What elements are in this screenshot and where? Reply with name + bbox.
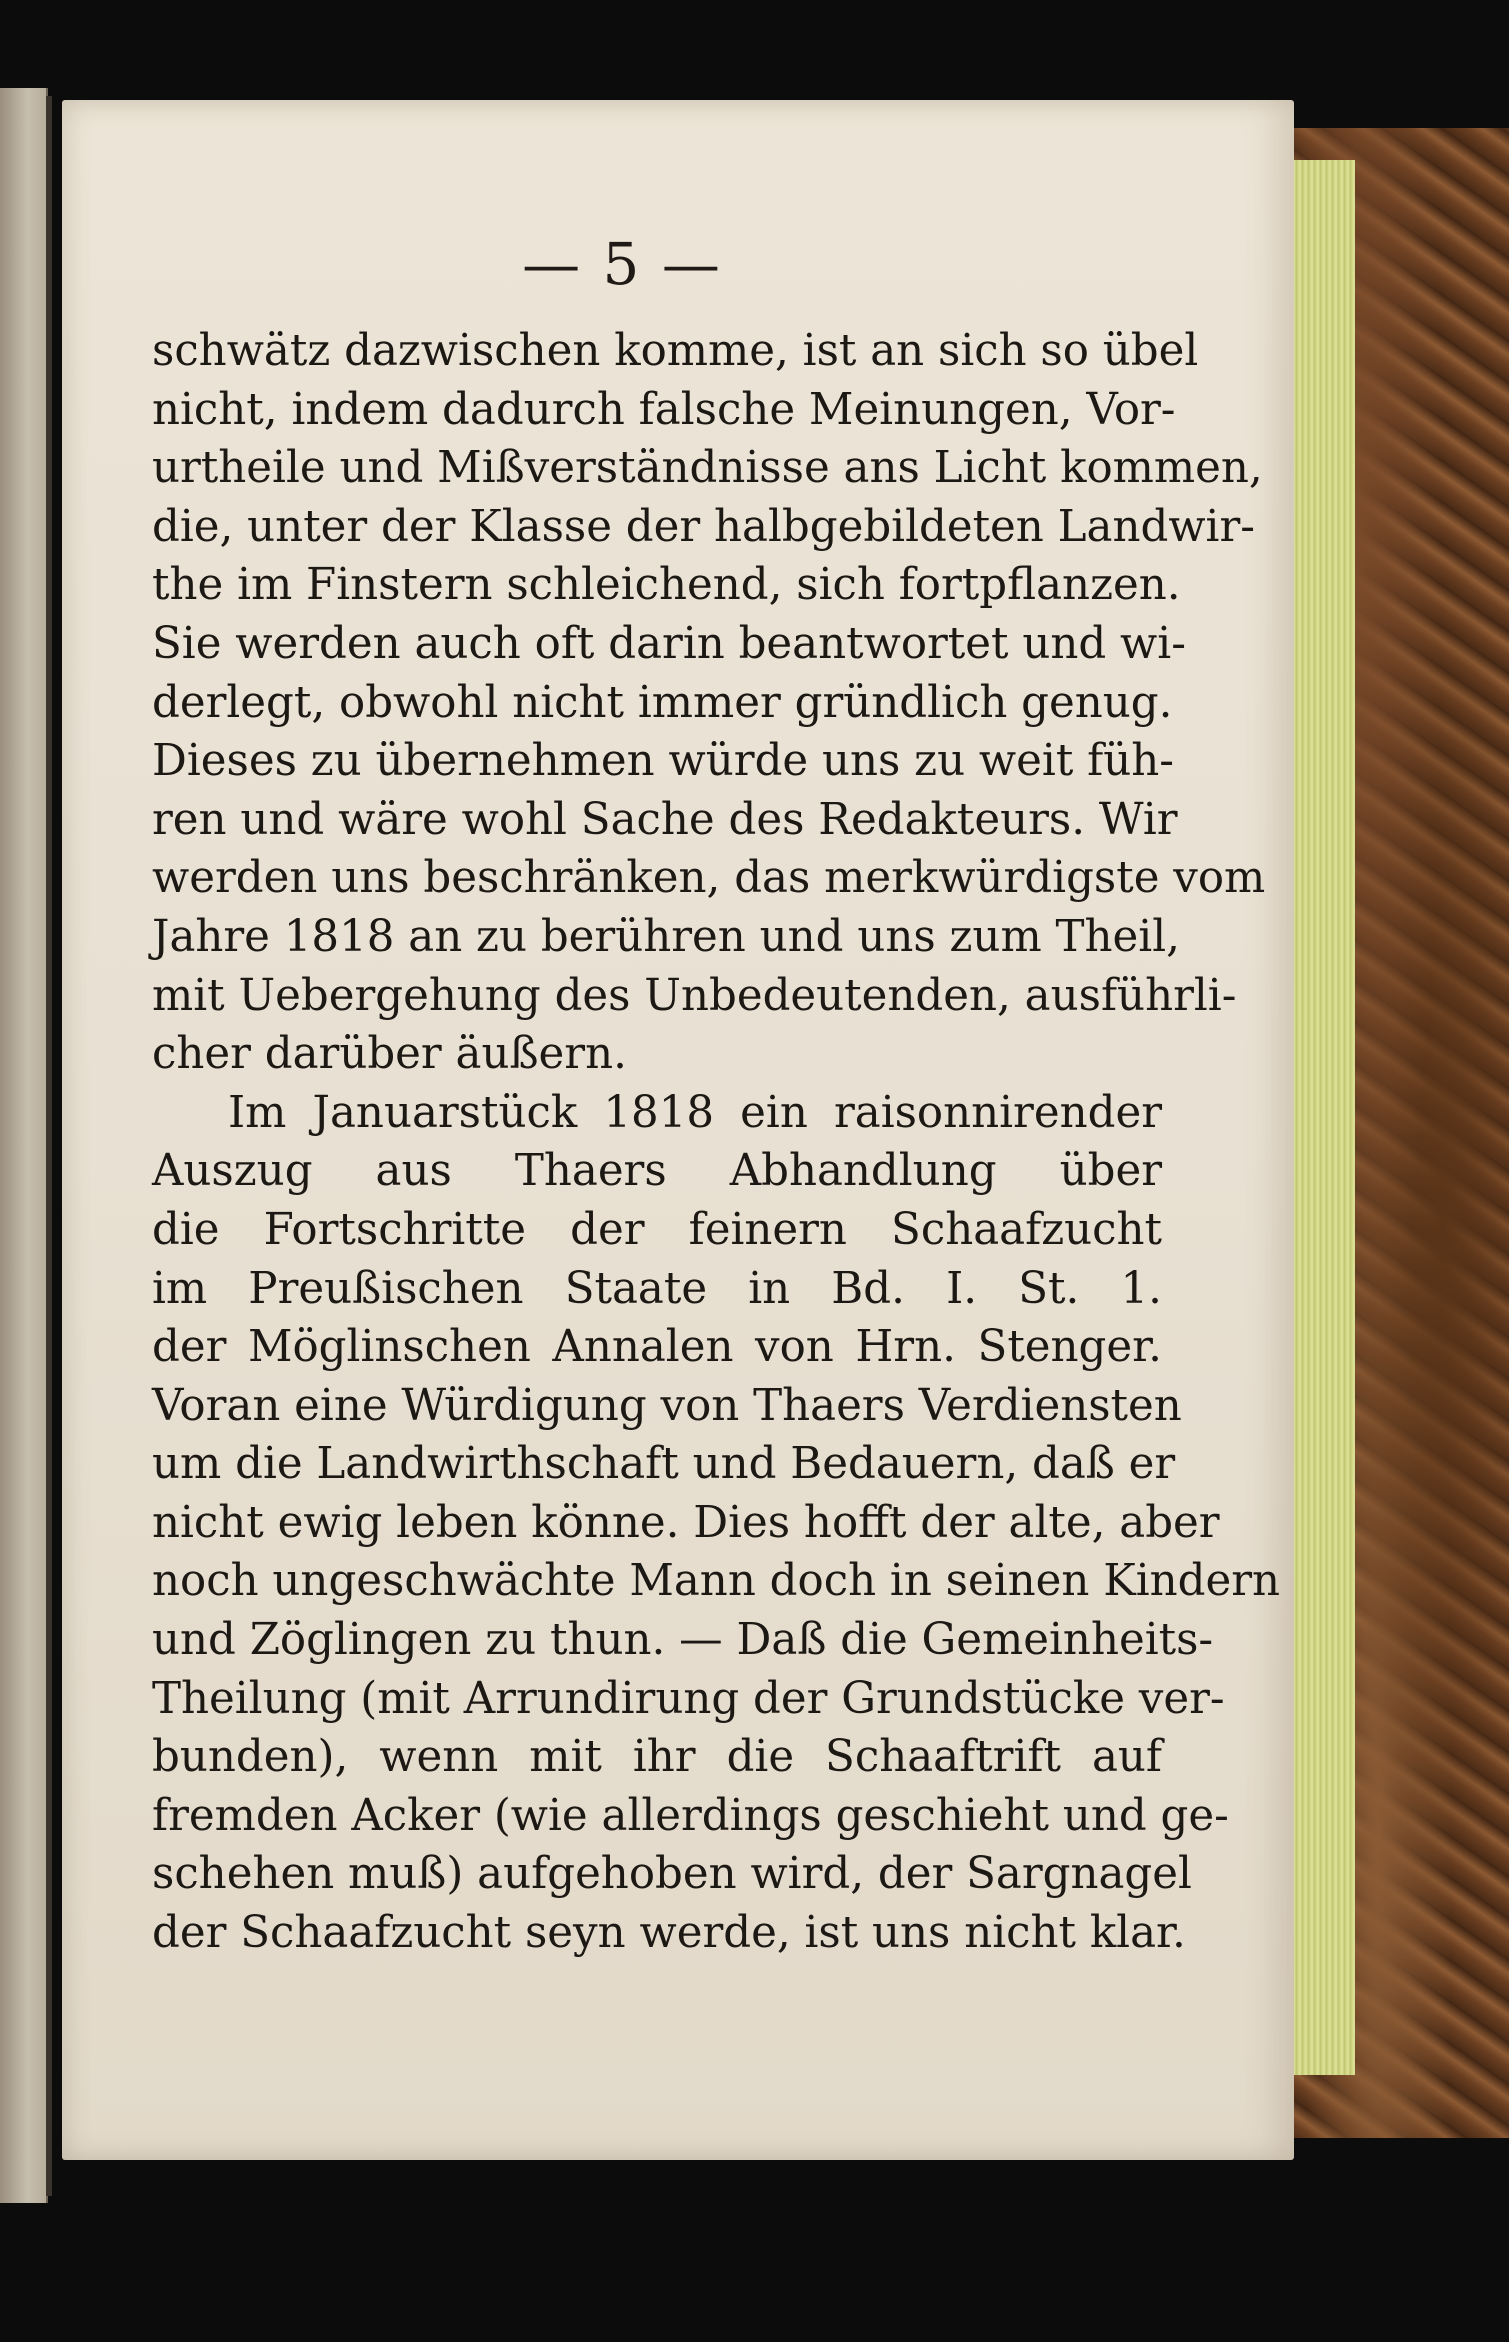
text-line: schehen muß) aufgehoben wird, der Sargnagel [152,1849,1192,1900]
text-line: im Preußischen Staate in Bd. I. St. 1. [152,1263,1162,1314]
text-line: urtheile und Mißverständnisse ans Licht kommen, [152,443,1263,494]
text-line: the im Finstern schleichend, sich fortpflanzen. [152,560,1181,611]
book-page [62,100,1294,2160]
text-line: schwätz dazwischen komme, ist an sich so übel [152,326,1199,376]
text-line: bunden), wenn mit ihr die Schaaftrift auf [152,1732,1162,1783]
text-line: die Fortschritte der feinern Schaafzucht [152,1204,1162,1255]
text-line: cher darüber äußern. [152,1029,627,1080]
text-line: werden uns beschränken, das merkwürdigste vom [152,853,1266,904]
page-number: — 5 — [522,230,722,298]
text-line: Theilung (mit Arrundirung der Grundstücke ver- [152,1673,1225,1724]
text-line: die, unter der Klasse der halbgebildeten Landwir- [152,501,1255,552]
text-line: Im Januarstück 1818 ein raisonnirender [228,1087,1162,1138]
text-line: Auszug aus Thaers Abhandlung über [152,1146,1162,1197]
text-line: Jahre 1818 an zu berühren und uns zum Theil, [152,911,1180,962]
text-line: Voran eine Würdigung von Thaers Verdiensten [152,1380,1182,1431]
left-page-shadow [46,96,52,2196]
text-line: fremden Acker (wie allerdings geschieht und ge- [152,1790,1229,1841]
text-line: noch ungeschwächte Mann doch in seinen Kindern [152,1556,1281,1607]
text-line: derlegt, obwohl nicht immer gründlich genug. [152,677,1173,728]
text-line: der Schaafzucht seyn werde, ist uns nicht klar. [152,1908,1186,1959]
page-text [152,322,1281,1963]
text-line: Dieses zu übernehmen würde uns zu weit füh- [152,736,1174,787]
text-line: Sie werden auch oft darin beantwortet und wi- [152,618,1186,669]
text-line: nicht ewig leben könne. Dies hofft der alte, aber [152,1497,1220,1548]
text-line: mit Uebergehung des Unbedeutenden, ausführli- [152,970,1237,1021]
left-page-edge [0,88,48,2203]
text-line: um die Landwirthschaft und Bedauern, daß er [152,1439,1176,1490]
text-line: der Möglinschen Annalen von Hrn. Stenger. [152,1322,1162,1373]
text-line: nicht, indem dadurch falsche Meinungen, Vor- [152,384,1176,435]
text-line: und Zöglingen zu thun. — Daß die Gemeinheits- [152,1615,1214,1666]
text-line: ren und wäre wohl Sache des Redakteurs. Wir [152,794,1178,845]
